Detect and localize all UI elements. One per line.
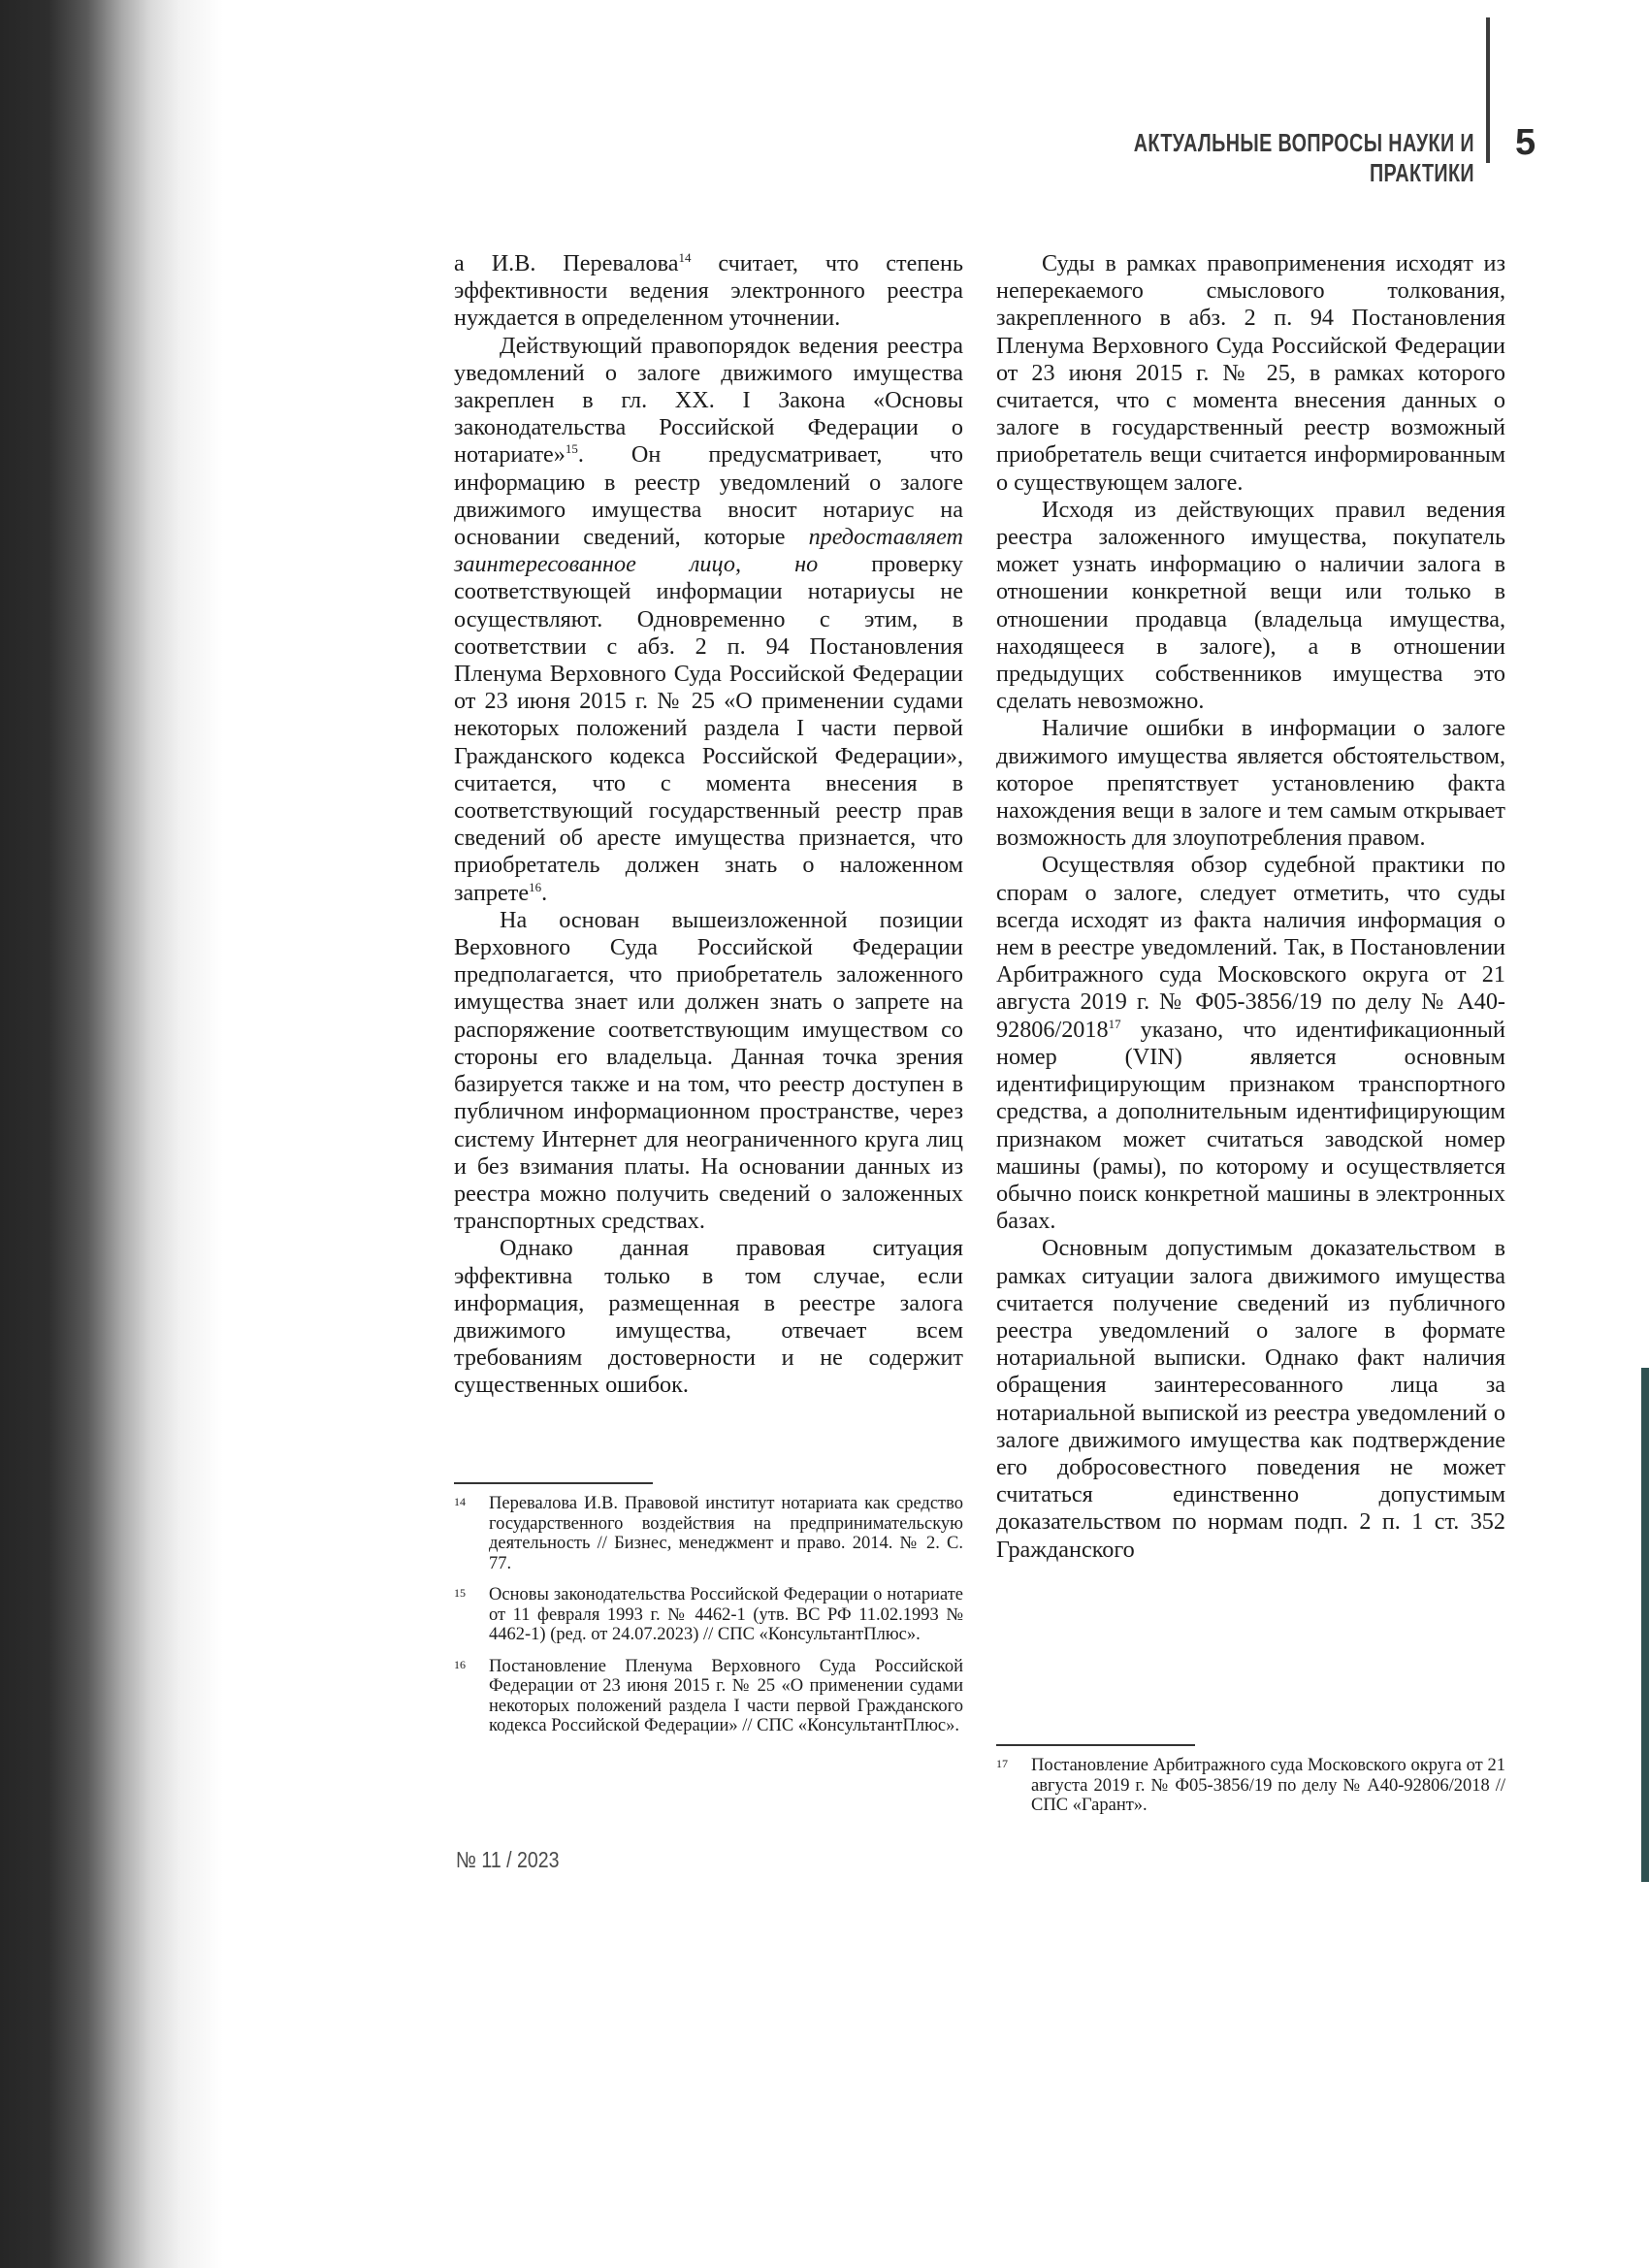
footnote-divider (996, 1744, 1195, 1746)
text-run: считает, что степень эффективности ведения электронного реестра нуждается в определенном уточнении. (454, 250, 964, 332)
footnote-number: 14 (454, 1495, 466, 1508)
footnote (454, 1585, 963, 1645)
text-run: На основан вышеизложенной позиции Верховного Суда Российской Федерации предполагается, что приобретатель заложенного имущества знает или должен знать о запрете на распоряжение соответствующим имуществом со стороны его владельца. Данная точка зрения базируется также и на том, что реестр доступен в публичном информационном пространстве, через систему Интернет для неограниченного круга лиц и без взимания платы. На основании данных из реестра можно получить сведений о заложенных транспортных средствах. (454, 906, 963, 1235)
issue-number: № 11 / 2023 (456, 1847, 560, 1872)
body-paragraph (996, 1235, 1505, 1563)
emphasis-text: предоставляет заинтересованное лицо, но (454, 524, 963, 578)
footnote-divider (454, 1482, 653, 1484)
page-number: 5 (1515, 122, 1536, 163)
text-run: Суды в рамках правоприменения исходят из неперекаемого смыслового толкования, закрепленного в абз. 2 п. 94 Постановления Пленума Верховного Суда Российской Федерации от 23 июня 2015 г. № 25, в рамках которого считается, что с момента внесения данных о залоге в государственный реестр возможный приобретатель вещи считается информированным о существующем залоге. (996, 250, 1505, 496)
text-run: указано, что идентификационный номер (VIN) является основным идентифицирующим признаком транспортного средства, а дополнительным идентифицирующим признаком может считаться заводской номер машины (рамы), по которому и осуществляется обычно поиск конкретной машины в электронных базах. (996, 1016, 1505, 1235)
footnotes-left (454, 1494, 963, 1748)
footnote-text: Постановление Арбитражного суда Московского округа от 21 августа 2019 г. № Ф05-3856/19 по делу № А40-92806/2018 // СПС «Гарант». (1031, 1756, 1505, 1815)
footnote (454, 1494, 963, 1573)
body-paragraph (454, 1235, 963, 1399)
body-paragraph (996, 250, 1505, 497)
text-run: Исходя из действующих правил ведения реестра заложенного имущества, покупатель может узнать информацию о наличии залога в отношении конкретной вещи или только в отношении продавца (владельца имущества, находящееся в залоге), а в отношении предыдущих собственников имущества это сделать невозможно. (996, 496, 1505, 715)
text-run: . Он предусматривает, что информацию в реестр уведомлений о залоге движимого имущества вносит нотариус на основании сведений, которые (454, 441, 963, 551)
scan-page-edge (1641, 1368, 1649, 1882)
footnote-number: 17 (996, 1757, 1008, 1770)
body-paragraph (454, 250, 963, 333)
footnote-number: 16 (454, 1657, 466, 1671)
footnote-text: Постановление Пленума Верховного Суда Российской Федерации от 23 июня 2015 г. № 25 «О применении судами некоторых положений раздела I части первой Гражданского кодекса Российской Федерации» // СПС «КонсультантПлюс». (489, 1656, 963, 1735)
body-paragraph (996, 852, 1505, 1235)
right-text-column (996, 250, 1505, 1564)
footnote-ref: 14 (678, 249, 692, 265)
running-header: АКТУАЛЬНЫЕ ВОПРОСЫ НАУКИ И ПРАКТИКИ (1133, 128, 1474, 187)
footnote-text: Перевалова И.В. Правовой институт нотариата как средство государственного воздействия на предпринимательскую деятельность // Бизнес, менеджмент и право. 2014. № 2. С. 77. (489, 1494, 963, 1573)
text-run: а И.В. Перевалова (454, 250, 679, 276)
body-paragraph (454, 907, 963, 1235)
footnotes-right (996, 1756, 1505, 1828)
body-paragraph (996, 715, 1505, 852)
footnote-number: 15 (454, 1586, 466, 1600)
text-run: Основным допустимым доказательством в рамках ситуации залога движимого имущества считается получение сведений из публичного реестра уведомлений о залоге в формате нотариальной выписки. Однако факт наличия обращения заинтересованного лица за нотариальной выпиской из реестра уведомлений о залоге движимого имущества как подтверждение его добросовестного поведения не может считаться единственно допустимым доказательством по нормам подп. 2 п. 1 ст. 352 Гражданского (996, 1235, 1505, 1563)
scan-binding-shadow (0, 0, 291, 2268)
body-paragraph (454, 333, 963, 907)
footnote-ref: 15 (565, 441, 578, 457)
footnote-text: Основы законодательства Российской Федерации о нотариате от 11 февраля 1993 г. № 4462-1 (утв. ВС РФ 11.02.1993 № 4462-1) (ред. от 24.07.2023) // СПС «КонсультантПлюс». (489, 1585, 963, 1644)
left-text-column (454, 250, 963, 1400)
text-run: Наличие ошибки в информации о залоге движимого имущества является обстоятельством, которое препятствует установлению факта нахождения вещи в залоге и тем самым открывает возможность для злоупотребления правом. (996, 715, 1505, 852)
footnote-ref: 17 (1108, 1016, 1121, 1031)
footnote (454, 1657, 963, 1736)
text-run: Осуществляя обзор судебной практики по спорам о залоге, следует отметить, что суды всегда исходят из факта наличия информация о нем в реестре уведомлений. Так, в Постановлении Арбитражного суда Московского округа от 21 августа 2019 г. № Ф05-3856/19 по делу № А40-92806/2018 (996, 852, 1505, 1043)
body-paragraph (996, 497, 1505, 716)
footnote (996, 1756, 1505, 1816)
text-run: проверку соответствующей информации нотариусы не осуществляют. Одновременно с этим, в соответствии с абз. 2 п. 94 Постановления Пленума Верховного Суда Российской Федерации от 23 июня 2015 г. № 25 «О применении судами некоторых положений раздела I части первой Гражданского кодекса Российской Федерации», считается, что с момента внесения в соответствующий государственный реестр прав сведений об аресте имущества признается, что приобретатель должен знать о наложенном запрете (454, 551, 963, 906)
text-run: . (541, 879, 548, 906)
footnote-ref: 16 (529, 879, 542, 894)
header-divider (1486, 17, 1490, 163)
text-run: Однако данная правовая ситуация эффективна только в том случае, если информация, размещенная в реестре залога движимого имущества, отвечает всем требованиям достоверности и не содержит существенных ошибок. (454, 1235, 963, 1399)
text-run: Действующий правопорядок ведения реестра уведомлений о залоге движимого имущества закреплен в гл. XX. I Закона «Основы законодательства Российской Федерации о нотариате» (454, 332, 963, 469)
